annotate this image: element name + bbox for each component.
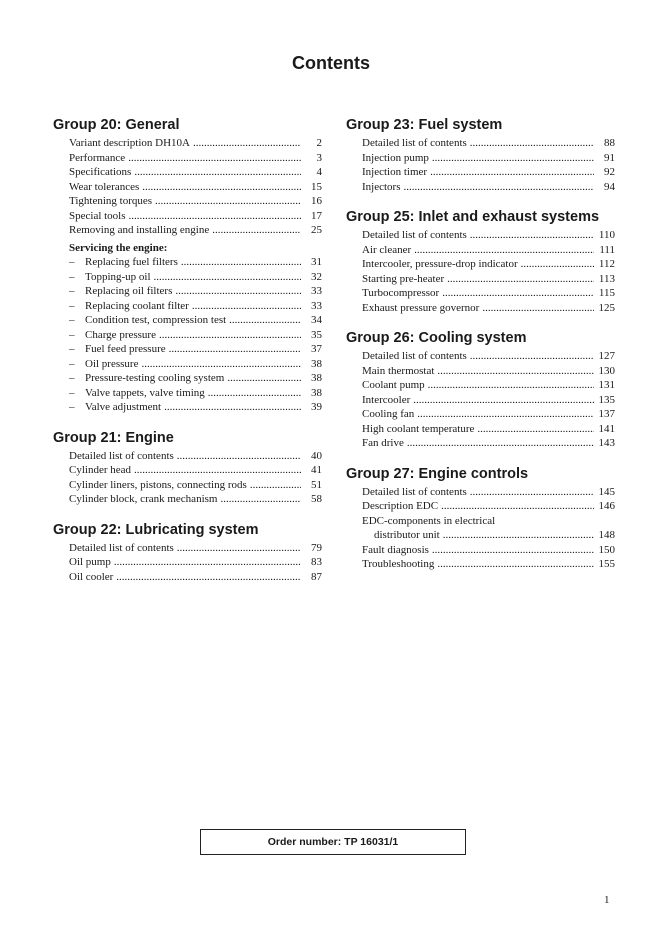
entry-label: Intercooler [362,393,411,406]
entry-label: distributor unit [374,529,440,541]
leader-dots [212,223,301,238]
entry-page-number: 51 [311,478,322,491]
entry-dash: – [69,270,75,283]
toc-group [346,116,615,194]
toc-entry[interactable] [53,223,322,238]
toc-entry[interactable] [346,243,615,258]
entry-dash: – [69,299,75,312]
entry-page-number: 38 [311,372,322,384]
toc-entry[interactable] [53,270,322,285]
toc-entry[interactable] [53,284,322,299]
entry-dash: – [69,386,75,399]
entry-label: Intercooler, pressure-drop indicator [362,258,518,270]
toc-entry[interactable] [346,422,615,437]
toc-entry[interactable] [346,393,615,408]
entry-page-number: 38 [311,386,322,399]
entry-dash: – [69,256,75,268]
entry-label: Replacing coolant filter [85,299,189,312]
toc-entry[interactable] [346,543,615,558]
entry-page-number: 135 [598,393,615,406]
toc-entry[interactable] [53,449,322,464]
toc-entry[interactable] [346,436,615,451]
entry-page-number: 148 [598,529,615,541]
entry-label: Detailed list of contents [362,350,467,362]
entry-label: Coolant pump [362,379,425,391]
leader-dots [134,463,301,478]
entry-page-number: 113 [598,272,615,285]
toc-entry[interactable] [346,272,615,287]
leader-dots [250,478,301,493]
entry-label: Description EDC [362,500,439,512]
entry-page-number: 16 [311,195,322,207]
entry-label: Detailed list of contents [362,229,467,241]
group-heading: Group 21: Engine [53,429,174,446]
leader-dots [208,386,301,401]
entry-label: Valve adjustment [85,401,162,413]
entry-page-number: 110 [598,229,615,241]
entry-dash: – [69,328,75,341]
entry-label: Injection pump [362,151,429,164]
entry-page-number: 127 [598,350,615,362]
entry-label: Oil pump [69,556,111,568]
entry-page-number: 88 [604,137,615,149]
group-heading: Group 25: Inlet and exhaust systems [346,209,600,225]
entry-label: Exhaust pressure governor [362,301,480,314]
entry-label: Fault diagnosis [362,543,429,556]
entry-page-number: 94 [604,180,615,193]
leader-dots [220,492,301,507]
toc-entry[interactable] [53,299,322,314]
leader-dots [437,364,594,379]
entry-label: Topping-up oil [85,270,151,283]
leader-dots [169,342,301,357]
toc-entry[interactable] [53,194,322,209]
entry-label: Condition test, compression test [85,314,227,326]
toc-entry-continuation[interactable] [346,528,615,543]
leader-dots [164,400,301,415]
leader-dots [470,136,594,151]
entry-page-number: 4 [316,166,322,178]
toc-entry[interactable] [346,286,615,301]
entry-label: Valve tappets, valve timing [85,386,205,399]
toc-entry[interactable] [53,492,322,507]
toc-entry[interactable] [53,136,322,151]
entry-label: Oil cooler [69,570,114,583]
entry-dash: – [69,357,75,370]
entry-page-number: 143 [598,437,615,449]
entry-page-number: 83 [311,556,322,568]
entry-label: Cylinder head [69,464,132,476]
entry-label: Removing and installing engine [69,224,210,236]
entry-page-number: 39 [311,401,322,413]
entry-label: Specifications [69,166,132,178]
entry-page-number: 87 [311,570,322,583]
entry-page-number: 33 [311,299,322,312]
leader-dots [177,541,301,556]
entry-page-number: 15 [311,180,322,193]
toc-entry[interactable] [346,165,615,180]
leader-dots [134,165,301,180]
entry-page-number: 111 [599,243,615,256]
entry-page-number: 41 [311,464,322,476]
entry-page-number: 112 [598,258,615,270]
toc-group [346,465,615,572]
toc-entry[interactable] [346,378,615,393]
leader-dots [470,485,594,500]
entry-page-number: 33 [311,285,322,297]
entry-page-number: 25 [311,224,322,236]
toc-entry[interactable] [346,151,615,166]
entry-page-number: 131 [598,379,615,391]
toc-entry[interactable] [346,364,615,379]
page-title: Contents [292,53,370,73]
toc-entry[interactable] [346,228,615,243]
leader-dots [430,165,594,180]
leader-dots [443,528,594,543]
entry-page-number: 40 [311,449,322,462]
leader-dots [482,301,594,316]
servicing-subheading: Servicing the engine: [69,241,168,254]
leader-dots [470,228,594,243]
entry-page-number: 92 [604,166,615,178]
entry-page-number: 155 [598,558,615,570]
leader-dots [128,151,301,166]
toc-entry[interactable] [53,555,322,570]
entry-page-number: 137 [598,408,615,420]
leader-dots [442,286,594,301]
leader-dots [159,328,301,343]
leader-dots [432,151,594,166]
leader-dots [414,243,594,258]
toc-entry[interactable] [53,541,322,556]
entry-label: Replacing fuel filters [85,256,178,268]
leader-dots [154,270,301,285]
entry-page-number: 79 [311,541,322,554]
leader-dots [177,449,301,464]
entry-page-number: 146 [598,500,615,512]
toc-entry[interactable] [53,313,322,328]
entry-label: Troubleshooting [362,558,435,570]
entry-label: Detailed list of contents [69,449,174,462]
group-heading: Group 23: Fuel system [346,117,503,133]
entry-page-number: 130 [598,364,615,377]
toc-column-right [346,116,615,586]
entry-page-number: 91 [604,151,615,164]
group-heading: Group 27: Engine controls [346,465,529,482]
leader-dots [114,555,301,570]
toc-entry[interactable] [53,255,322,270]
leader-dots [116,570,301,585]
leader-dots [175,284,301,299]
toc-group [53,521,322,585]
toc-entry[interactable] [53,342,322,357]
entry-page-number: 115 [598,287,615,299]
entry-page-number: 145 [598,485,615,498]
entry-label: Special tools [69,209,126,222]
leader-dots [413,393,594,408]
entry-label: Cylinder block, crank mechanism [69,493,218,505]
entry-page-number: 141 [598,422,615,435]
leader-dots [470,349,594,364]
toc-entry[interactable] [53,209,322,224]
leader-dots [417,407,594,422]
toc-entry[interactable] [53,371,322,386]
entry-label: Injection timer [362,166,428,178]
toc-entry[interactable] [53,357,322,372]
leader-dots [437,557,594,572]
entry-page-number: 125 [598,301,615,314]
leader-dots [142,180,301,195]
entry-page-number: 38 [311,357,322,370]
toc-entry[interactable] [53,400,322,415]
leader-dots [229,313,301,328]
entry-page-number: 2 [316,137,322,149]
group-heading: Group 20: General [53,117,180,133]
entry-label: Tightening torques [69,195,153,207]
entry-label: Performance [69,151,126,164]
toc-entry[interactable] [53,386,322,401]
toc-entry[interactable] [346,499,615,514]
entry-label: Replacing oil filters [85,285,173,297]
entry-dash: – [69,372,75,384]
toc-entry[interactable] [346,514,615,529]
toc-entry[interactable] [346,136,615,151]
entry-label: Wear tolerances [69,180,140,193]
entry-label: Cylinder liners, pistons, connecting rods [69,478,247,491]
toc-group [53,429,322,507]
group-heading: Group 26: Cooling system [346,330,527,346]
leader-dots [441,499,594,514]
entry-page-number: 31 [311,256,322,268]
entry-page-number: 32 [311,270,322,283]
entry-label: Turbocompressor [362,287,440,299]
entry-page-number: 35 [311,328,322,341]
entry-page-number: 37 [311,343,322,355]
entry-label: Detailed list of contents [362,137,467,149]
leader-dots [141,357,301,372]
toc-entry[interactable] [346,407,615,422]
entry-label: EDC-components in electrical [362,514,496,527]
leader-dots [129,209,301,224]
toc-entry[interactable] [53,180,322,195]
entry-label: Oil pressure [85,357,139,370]
entry-page-number: 3 [316,151,322,164]
entry-dash: – [69,401,75,413]
entry-label: Fuel feed pressure [85,343,166,355]
order-number-box: Order number: TP 16031/1 [200,829,466,855]
leader-dots [403,180,594,195]
leader-dots [155,194,301,209]
entry-label: Charge pressure [85,328,156,341]
toc-entry[interactable] [346,257,615,272]
toc-entry[interactable] [53,165,322,180]
toc-entry[interactable] [53,478,322,493]
toc-group [53,116,322,415]
toc-entry[interactable] [53,328,322,343]
leader-dots [432,543,594,558]
entry-label: Air cleaner [362,243,412,256]
entry-label: Pressure-testing cooling system [85,372,225,384]
toc-entry[interactable] [53,463,322,478]
toc-column-left [53,116,322,598]
leader-dots [192,299,301,314]
leader-dots [407,436,594,451]
toc-entry[interactable] [346,485,615,500]
entry-label: Injectors [362,180,401,193]
entry-label: Cooling fan [362,408,415,420]
toc-group [346,329,615,451]
entry-label: Main thermostat [362,364,435,377]
leader-dots [477,422,594,437]
group-heading: Group 22: Lubricating system [53,521,259,538]
entry-label: Variant description DH10A [69,137,190,149]
leader-dots [193,136,301,151]
toc-entry[interactable] [346,349,615,364]
leader-dots [521,257,594,272]
entry-page-number: 34 [311,314,322,326]
leader-dots [428,378,594,393]
entry-label: High coolant temperature [362,422,475,435]
toc-entry[interactable] [53,570,322,585]
toc-entry[interactable] [346,301,615,316]
leader-dots [181,255,301,270]
entry-label: Starting pre-heater [362,272,445,285]
entry-label: Fan drive [362,437,404,449]
toc-entry[interactable] [53,151,322,166]
toc-entry[interactable] [346,557,615,572]
page-number: 1 [604,894,610,906]
entry-label: Detailed list of contents [69,541,174,554]
entry-dash: – [69,343,75,355]
entry-page-number: 17 [311,209,322,222]
toc-group [346,208,615,315]
entry-dash: – [69,285,75,297]
entry-dash: – [69,314,75,326]
entry-label: Detailed list of contents [362,485,467,498]
leader-dots [227,371,301,386]
entry-page-number: 58 [311,493,322,505]
entry-page-number: 150 [598,543,615,556]
leader-dots [447,272,594,287]
toc-entry[interactable] [346,180,615,195]
